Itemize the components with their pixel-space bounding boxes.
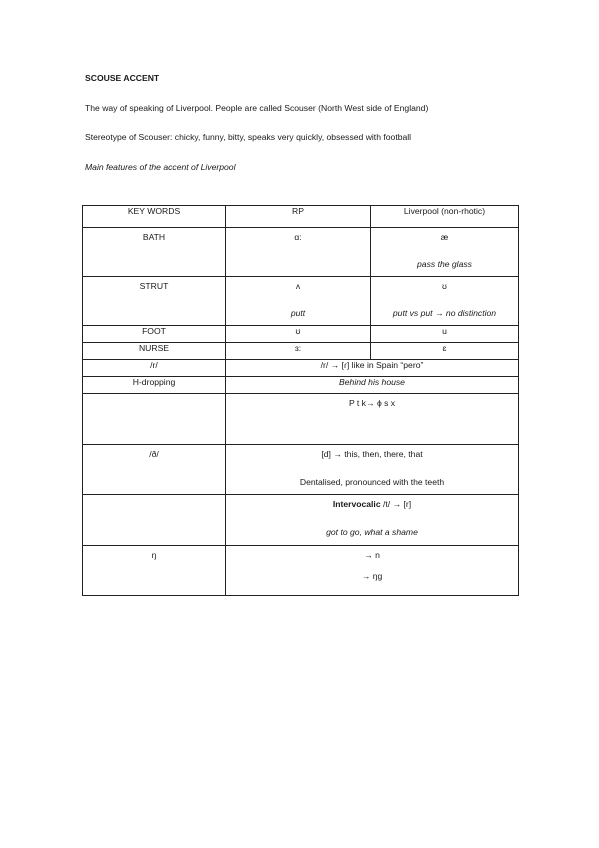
- t-line-bold: Intervocalic: [332, 499, 381, 509]
- liv-strut-symbol: ʊ: [442, 281, 447, 291]
- merged-h-dropping: Behind his house: [226, 377, 519, 394]
- table-row: [83, 394, 519, 445]
- key-ng: ŋ: [83, 546, 226, 596]
- key-nurse: NURSE: [83, 343, 226, 360]
- rp-strut-symbol: ʌ: [295, 281, 301, 291]
- features-heading: Main features of the accent of Liverpool: [85, 162, 236, 172]
- t-line: [226, 499, 518, 509]
- t-example: got to go, what a shame: [326, 527, 418, 537]
- liv-bath: [371, 228, 519, 277]
- merged-eth: [226, 445, 519, 495]
- table-header-row: [83, 206, 519, 228]
- key-ptk: [83, 394, 226, 445]
- liv-foot: u: [371, 326, 519, 343]
- liv-bath-symbol: æ: [440, 232, 449, 242]
- key-eth: /ð/: [83, 445, 226, 495]
- merged-ng: [226, 546, 519, 596]
- rp-nurse: ɜ:: [226, 343, 371, 360]
- eth-line: [d] → this, then, there, that: [321, 449, 423, 459]
- table-row: [83, 343, 519, 360]
- key-t: [83, 495, 226, 546]
- intro-paragraph: The way of speaking of Liverpool. People are called Scouser (North West side of England): [85, 103, 429, 113]
- liv-strut-example: putt vs put → no distinction: [392, 308, 497, 318]
- rp-foot: ʊ: [226, 326, 371, 343]
- document-title: SCOUSE ACCENT: [85, 73, 160, 83]
- table-row: [83, 277, 519, 326]
- liv-nurse: ɛ: [371, 343, 519, 360]
- merged-r: /r/ → [ɾ] like in Spain “pero”: [226, 360, 519, 377]
- stereotype-paragraph: Stereotype of Scouser: chicky, funny, bitty, speaks very quickly, obsessed with football: [85, 132, 412, 142]
- table-row: [83, 326, 519, 343]
- key-strut: STRUT: [83, 277, 226, 326]
- merged-ptk: P t k→ ɸ s x: [226, 394, 519, 445]
- rp-bath: ɑ:: [226, 228, 371, 277]
- header-key-words: KEY WORDS: [83, 206, 226, 228]
- rp-strut: [226, 277, 371, 326]
- accent-table: [82, 205, 519, 596]
- t-line-rest: /t/ → [r]: [380, 499, 412, 509]
- header-liverpool: Liverpool (non-rhotic): [371, 206, 519, 228]
- table-row: [83, 546, 519, 596]
- table-row: [83, 495, 519, 546]
- table-row: [83, 360, 519, 377]
- header-rp: RP: [226, 206, 371, 228]
- liv-bath-example: pass the glass: [417, 259, 472, 269]
- ng-line-2: → ŋg: [361, 571, 383, 581]
- merged-t: [226, 495, 519, 546]
- table-row: [83, 445, 519, 495]
- key-bath: BATH: [83, 228, 226, 277]
- key-h-dropping: H-dropping: [83, 377, 226, 394]
- key-r: /r/: [83, 360, 226, 377]
- table-row: [83, 377, 519, 394]
- ng-line-1: → n: [364, 550, 380, 560]
- rp-strut-example: putt: [290, 308, 306, 318]
- eth-note: Dentalised, pronounced with the teeth: [299, 477, 445, 487]
- key-foot: FOOT: [83, 326, 226, 343]
- table-row: [83, 228, 519, 277]
- liv-strut: [371, 277, 519, 326]
